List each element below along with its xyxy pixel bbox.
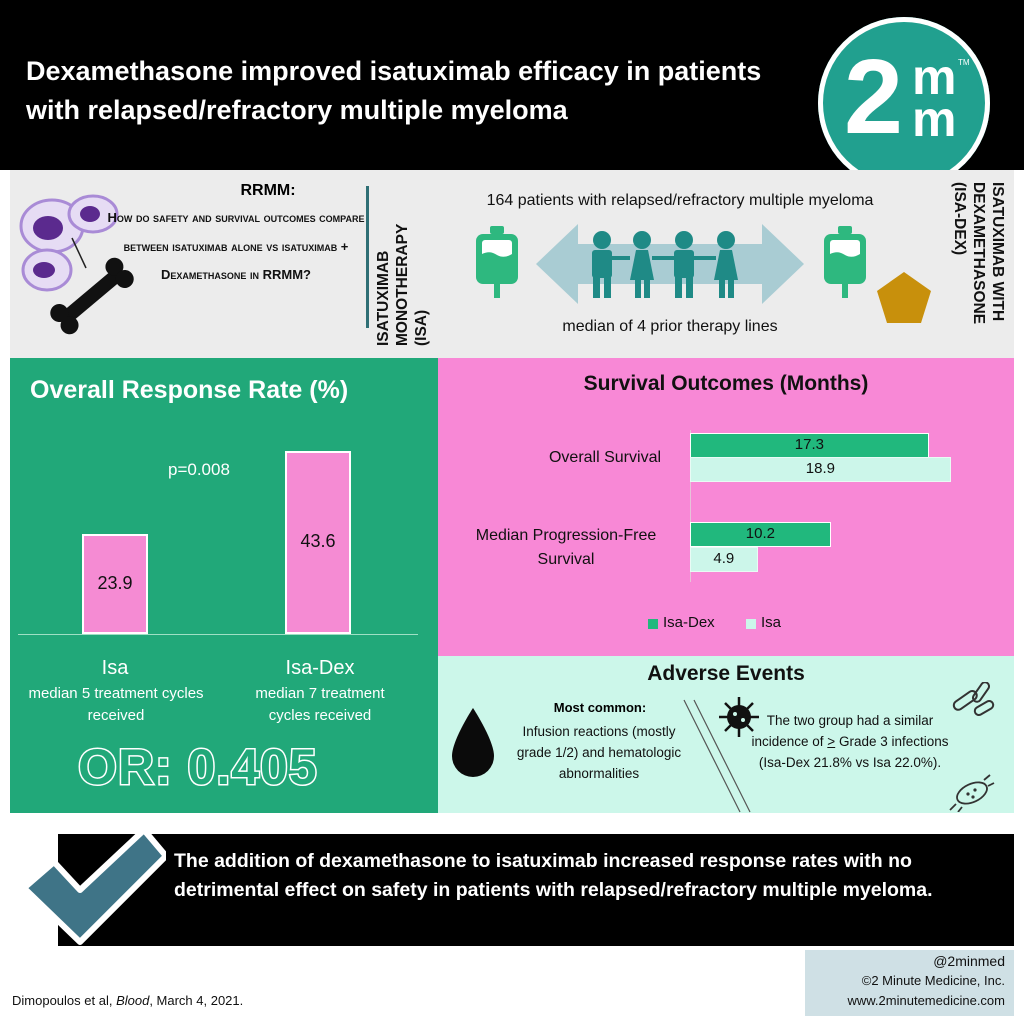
isa-arm-label-line2: MONOTHERAPY bbox=[394, 223, 411, 346]
dexamethasone-pill-icon bbox=[874, 270, 934, 326]
survival-value-pfs-isa: 4.9 bbox=[713, 550, 735, 567]
legend-label-isa-dex: Isa-Dex bbox=[663, 614, 715, 631]
ae-common-heading: Most common: bbox=[553, 700, 647, 715]
page-title: Dexamethasone improved isatuximab efficacy in patients with relapsed/refractory multiple myeloma bbox=[26, 56, 762, 125]
patients-count-text: 164 patients with relapsed/refractory multiple myeloma bbox=[486, 192, 874, 209]
survival-value-pfs-isa-dex: 10.2 bbox=[745, 525, 775, 542]
adverse-events-title: Adverse Events bbox=[647, 662, 805, 685]
droplet-icon bbox=[448, 706, 498, 782]
isa-arm-label-line1: ISATUXIMAB bbox=[375, 250, 392, 346]
survival-category-pfs: Median Progression-Free Survival bbox=[475, 527, 657, 568]
iv-bag-left-icon bbox=[468, 226, 528, 302]
logo-m-top: m bbox=[912, 49, 957, 105]
ae-infection-text bbox=[750, 710, 950, 773]
citation-journal: Blood bbox=[116, 993, 150, 1008]
orr-category-isa-dex: Isa-Dex bbox=[285, 657, 355, 679]
logo-trademark: TM bbox=[958, 58, 970, 67]
ae-common-text: Infusion reactions (mostly grade 1/2) and hematologic abnormalities bbox=[516, 724, 682, 781]
rrmm-heading: RRMM: bbox=[240, 182, 296, 199]
orr-detail-isa-dex: median 7 treatment cycles received bbox=[255, 685, 385, 724]
ae-infection-text-a: The two group had a similar incidence of bbox=[751, 713, 934, 749]
ae-infection-ge: > bbox=[827, 734, 836, 749]
isa-arm-label-line3: (ISA) bbox=[413, 309, 430, 346]
orr-title: Overall Response Rate (%) bbox=[30, 376, 349, 404]
iv-bag-right-icon bbox=[816, 226, 876, 302]
survival-value-os-isa: 18.9 bbox=[805, 460, 835, 477]
orr-detail-isa: median 5 treatment cycles received bbox=[28, 685, 204, 724]
vertical-divider bbox=[366, 186, 369, 328]
logo-m-bottom: m bbox=[912, 91, 957, 147]
study-question: How do safety and survival outcomes compare between isatuximab alone vs isatuximab + Dexamethasone in RRMM? bbox=[107, 210, 365, 282]
credit-handle: @2minmed bbox=[933, 953, 1005, 969]
bacteria-icon bbox=[948, 682, 998, 722]
microbe-icon bbox=[948, 774, 996, 812]
logo-two: 2 bbox=[844, 38, 903, 156]
credit-company: ©2 Minute Medicine, Inc. bbox=[861, 973, 1005, 988]
ae-infection-text-b: Grade 3 infections (Isa-Dex 21.8% vs Isa 22.0%). bbox=[758, 734, 949, 770]
citation bbox=[12, 993, 243, 1008]
credit-url: www.2minutemedicine.com bbox=[847, 993, 1005, 1008]
isa-dex-arm-label-line1: ISATUXIMAB WITH bbox=[989, 182, 1006, 322]
isa-arm-label bbox=[374, 186, 431, 346]
p-value: p=0.008 bbox=[168, 460, 230, 479]
legend-swatch-isa-dex bbox=[648, 619, 658, 629]
orr-baseline bbox=[18, 634, 418, 635]
orr-value-isa-dex: 43.6 bbox=[300, 531, 336, 552]
orr-value-isa: 23.9 bbox=[97, 572, 133, 593]
survival-category-os: Overall Survival bbox=[548, 449, 662, 466]
prior-therapy-text: median of 4 prior therapy lines bbox=[562, 318, 778, 335]
survival-value-os-isa-dex: 17.3 bbox=[794, 436, 824, 453]
survival-title: Survival Outcomes (Months) bbox=[583, 372, 869, 395]
survival-panel bbox=[438, 358, 1014, 656]
citation-date: , March 4, 2021. bbox=[149, 993, 244, 1008]
double-arrow-patients-icon bbox=[536, 218, 804, 310]
legend-label-isa: Isa bbox=[761, 614, 782, 631]
checkmark-icon bbox=[20, 826, 166, 948]
citation-authors: Dimopoulos et al, bbox=[12, 993, 117, 1008]
orr-category-isa: Isa bbox=[101, 657, 129, 679]
conclusion-text: The addition of dexamethasone to isatuximab increased response rates with no detrimental effect on safety in patients with relapsed/refractory multiple myeloma. bbox=[174, 850, 933, 901]
odds-ratio: OR: 0.405 bbox=[78, 739, 318, 795]
isa-dex-arm-label-line3: (ISA-DEX) bbox=[951, 182, 968, 256]
legend-swatch-isa bbox=[746, 619, 756, 629]
isa-dex-arm-label-line2: DEXAMETHASONE bbox=[970, 182, 987, 325]
